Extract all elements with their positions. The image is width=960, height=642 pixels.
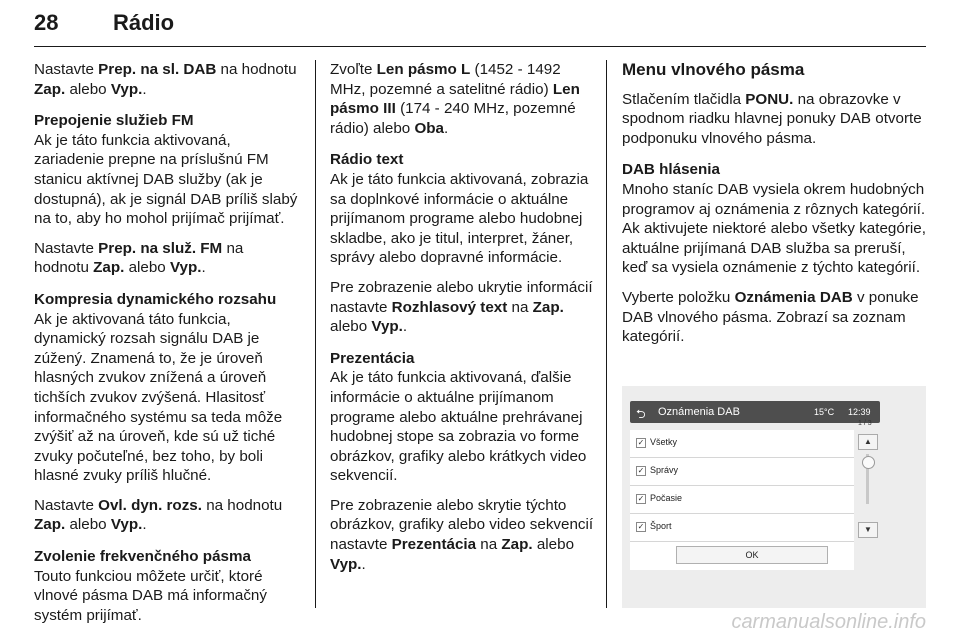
clock: 12:39 xyxy=(848,407,871,417)
paragraph: Mnoho staníc DAB vysiela okrem hudobných programov aj oznámenia z rôznych kategórií. Ak aktivujete niektoré alebo všetky kategórie, aktuálne prijímaná DAB služba sa preruší, keď sa vysiela oznámenie z týchto kategórií. xyxy=(622,180,926,277)
heading-drc: Kompresia dynamického rozsahu xyxy=(34,290,277,308)
paragraph: Pre zobrazenie alebo skrytie týchto obrázkov, grafiky alebo video sekvencií nastavte Prezentácia na Zap. alebo Vyp.. xyxy=(330,496,594,573)
paragraph: Ak je táto funkcia aktivovaná, ďalšie informácie o aktuálne prijímanom programe alebo aktuálne prehrávanej hudobnej stope sa zobrazia vo forme obrázkov, grafiky alebo krátkych video sekvencií. xyxy=(330,369,587,485)
heading-slideshow: Prezentácia xyxy=(330,349,415,367)
column-3 xyxy=(622,60,926,357)
screen-title: Oznámenia DAB xyxy=(658,406,740,418)
page-indicator: 1 / 3 xyxy=(858,420,872,427)
column-divider xyxy=(315,60,316,608)
scroll-up-button[interactable]: ▲ xyxy=(858,434,878,450)
column-divider xyxy=(606,60,607,608)
back-arrow-icon[interactable]: ⮌ xyxy=(636,407,646,421)
list-item[interactable]: ✓ Všetky xyxy=(630,430,854,458)
paragraph: Stlačením tlačidla PONU. na obrazovke v spodnom riadku hlavnej ponuky DAB otvorte podponuku vlnového pásma. xyxy=(622,90,922,147)
scroll-thumb[interactable] xyxy=(862,456,875,469)
paragraph: Vyberte položku Oznámenia DAB v ponuke DAB vlnového pásma. Zobrazí sa zoznam kategórií. xyxy=(622,288,919,346)
checkbox-icon[interactable]: ✓ xyxy=(637,466,645,475)
screen-header xyxy=(630,401,880,423)
checkbox-icon[interactable]: ✓ xyxy=(637,522,645,531)
page-number: 28 xyxy=(34,10,59,35)
ok-button[interactable]: OK xyxy=(676,546,828,564)
paragraph: Zvoľte Len pásmo L (1452 - 1492 MHz, pozemné a satelitné rádio) Len pásmo III (174 - 240 MHz, pozemné rádio) alebo Oba. xyxy=(330,61,580,137)
paragraph: Touto funkciou môžete určiť, ktoré vlnové pásma DAB má informačný systém prijímať. xyxy=(34,567,267,624)
heading-dab-announcements: DAB hlásenia xyxy=(622,161,720,179)
column-2 xyxy=(330,60,598,584)
paragraph: Ak je táto funkcia aktivovaná, zariadenie prepne na príslušnú FM stanicu aktívnej DAB služby (ak je dostupná), ak je signál DAB príliš slabý na to, aby ho mohol prijímač prijímať. xyxy=(34,131,298,228)
header-rule xyxy=(34,46,926,47)
watermark: carmanualsonline.info xyxy=(731,611,926,633)
paragraph: Pre zobrazenie alebo ukrytie informácií nastavte Rozhlasový text na Zap. alebo Vyp.. xyxy=(330,278,593,336)
checkbox-icon[interactable]: ✓ xyxy=(637,494,645,503)
checkbox-icon[interactable]: ✓ xyxy=(637,438,645,447)
page-title: Rádio xyxy=(113,10,175,35)
list-item[interactable]: ✓ Šport xyxy=(630,514,854,542)
heading-frequency-band: Zvolenie frekvenčného pásma xyxy=(34,548,251,566)
scroll-down-button[interactable]: ▼ xyxy=(858,522,878,538)
paragraph: Nastavte Prep. na sl. DAB na hodnotu Zap. alebo Vyp.. xyxy=(34,61,297,98)
infotainment-screen-illustration xyxy=(622,386,926,608)
heading-fm-linking: Prepojenie služieb FM xyxy=(34,112,194,130)
column-1 xyxy=(34,60,302,635)
scroll-controls xyxy=(858,420,878,534)
paragraph: Nastavte Prep. na služ. FM na hodnotu Zap. alebo Vyp.. xyxy=(34,239,244,277)
list-item[interactable]: ✓ Správy xyxy=(630,458,854,486)
list-item[interactable]: ✓ Počasie xyxy=(630,486,854,514)
paragraph: Ak je táto funkcia aktivovaná, zobrazia sa doplnkové informácie o aktuálne prijímanom programe alebo hudobnej skladbe, ako je titul, interpret, žáner, správy alebo dopravné informácie. xyxy=(330,170,589,267)
heading-band-menu: Menu vlnového pásma xyxy=(622,60,805,79)
paragraph: Nastavte Ovl. dyn. rozs. na hodnotu Zap. alebo Vyp.. xyxy=(34,496,283,534)
temperature: 15°C xyxy=(814,407,835,417)
heading-radio-text: Rádio text xyxy=(330,151,404,169)
paragraph: Ak je aktivovaná táto funkcia, dynamický rozsah signálu DAB je zúžený. Znamená to, že je úroveň hlasných zvukov znížená a úroveň tichších zvukov zvýšená. Hlasitosť informačného systému sa teda môže zvýšiť až na úroveň, kde sú už tiché zvuky počuteľné, bez toho, by boli hlasné zvuky príliš hlučné. xyxy=(34,310,283,485)
